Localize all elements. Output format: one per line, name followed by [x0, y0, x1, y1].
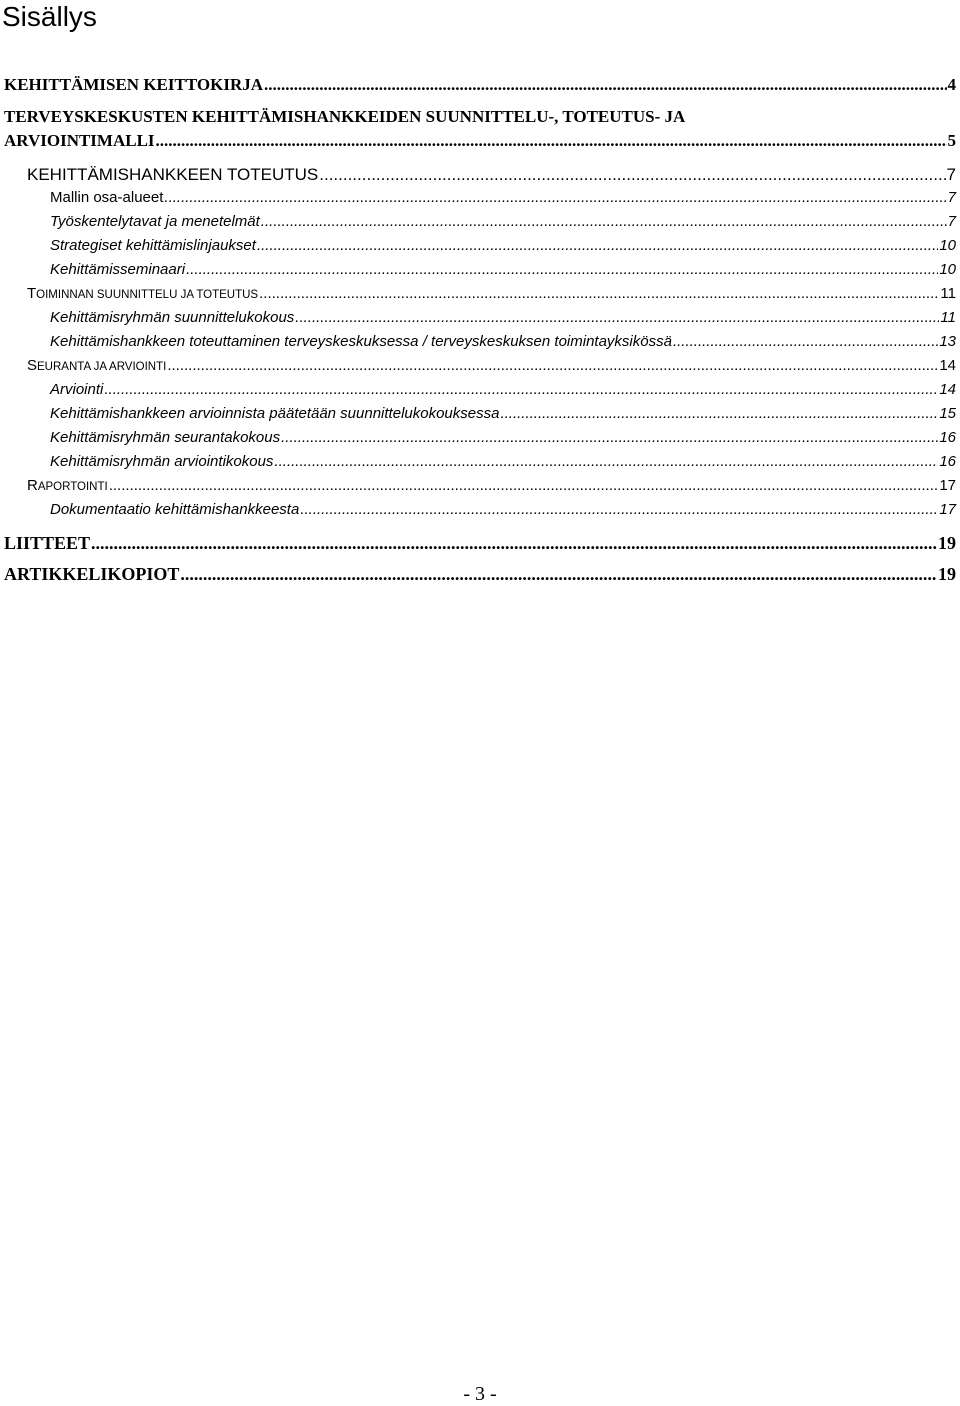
- toc-entry-label: Kehittämishankkeen toteuttaminen terveyskeskuksessa / terveyskeskuksen toimintayksikössä: [50, 333, 672, 350]
- toc-entry-page: 10: [939, 261, 956, 278]
- toc-entry-arviointikokous[interactable]: [50, 453, 956, 470]
- toc-entry-page: 10: [939, 237, 956, 254]
- dot-leader: [300, 501, 938, 518]
- toc-entry-page: 7: [947, 213, 956, 230]
- toc-entry-label: Strategiset kehittämislinjaukset: [50, 237, 256, 254]
- toc-entry-arvioinnista-paatetaan[interactable]: [50, 405, 956, 422]
- toc-entry-page: 17: [939, 477, 956, 494]
- toc-entry-label: Arviointi: [50, 381, 104, 398]
- toc-entry-label: ARTIKKELIKOPIOT: [4, 564, 180, 584]
- toc-entry-page: 19: [938, 564, 956, 584]
- toc-entry-kehittamishankkeen-toteutus[interactable]: [27, 165, 956, 185]
- dot-leader: [264, 75, 946, 95]
- dot-leader: [164, 189, 946, 206]
- toc-entry-label: KEHITTÄMISEN KEITTOKIRJA: [4, 75, 264, 94]
- toc-entry-arviointimalli[interactable]: [4, 131, 956, 151]
- page-title: Sisällys: [2, 1, 97, 32]
- dot-leader: [259, 285, 939, 302]
- toc-entry-label: Kehittämisryhmän suunnittelukokous: [50, 309, 295, 326]
- toc-entry-page: 7: [947, 189, 956, 206]
- label-initial: R: [27, 477, 38, 494]
- toc-entry-page: 15: [939, 405, 956, 422]
- toc-entry-page: 7: [946, 165, 956, 184]
- label-rest: OIMINNAN SUUNNITTELU JA TOTEUTUS: [36, 289, 259, 301]
- dot-leader: [104, 381, 938, 398]
- dot-leader: [109, 477, 939, 494]
- toc-entry-kehittamisen-keittokirja[interactable]: [4, 75, 956, 95]
- page-number: - 3 -: [463, 1383, 497, 1405]
- toc-entry-label: Kehittämisryhmän arviointikokous: [50, 453, 274, 470]
- toc-entry-page: 16: [939, 429, 956, 446]
- toc-entry-page: 14: [939, 381, 956, 398]
- dot-leader: [319, 165, 945, 185]
- dot-leader: [261, 213, 947, 230]
- dot-leader: [257, 237, 938, 254]
- toc-entry-label: Mallin osa-alueet: [50, 189, 164, 206]
- toc-entry-seurantakokous[interactable]: [50, 429, 956, 446]
- dot-leader: [274, 453, 938, 470]
- toc-entry-toteuttaminen[interactable]: [50, 333, 956, 350]
- toc-entry-label: [27, 477, 108, 494]
- toc-entry-label: Kehittämisseminaari: [50, 261, 186, 278]
- toc-entry-dokumentaatio[interactable]: [50, 501, 956, 518]
- dot-leader: [156, 131, 947, 151]
- label-initial: T: [27, 285, 37, 302]
- toc-entry-page: 11: [940, 309, 956, 326]
- dot-leader: [295, 309, 939, 326]
- toc-entry-page: 14: [939, 357, 956, 374]
- toc-entry-label: Työskentelytavat ja menetelmät: [50, 213, 260, 230]
- toc-entry-page: 19: [938, 533, 956, 553]
- toc-entry-malli-line1[interactable]: [4, 107, 956, 127]
- dot-leader: [500, 405, 938, 422]
- toc-entry-kehittamisseminaari[interactable]: [50, 261, 956, 278]
- toc-entry-label: [27, 357, 166, 374]
- dot-leader: [673, 333, 938, 350]
- toc-entry-liitteet[interactable]: [4, 533, 956, 554]
- toc-entry-label: [27, 285, 258, 302]
- dot-leader: [180, 564, 937, 585]
- label-rest: APORTOINTI: [37, 481, 108, 493]
- toc-entry-seuranta-ja-arviointi[interactable]: [27, 357, 956, 374]
- dot-leader: [167, 357, 938, 374]
- toc-entry-page: 11: [940, 285, 956, 302]
- label-rest: EURANTA JA ARVIOINTI: [37, 361, 167, 373]
- dot-leader: [281, 429, 938, 446]
- toc-entry-mallin-osa-alueet[interactable]: [50, 189, 956, 206]
- toc-entry-strategiset-linjaukset[interactable]: [50, 237, 956, 254]
- toc-entry-label: Kehittämisryhmän seurantakokous: [50, 429, 281, 446]
- toc-entry-label: TERVEYSKESKUSTEN KEHITTÄMISHANKKEIDEN SUUNNITTELU-, TOTEUTUS- JA: [4, 107, 686, 126]
- toc-entry-suunnittelukokous[interactable]: [50, 309, 956, 326]
- toc-entry-page: 5: [947, 131, 956, 150]
- toc-entry-raportointi[interactable]: [27, 477, 956, 494]
- dot-leader: [186, 261, 938, 278]
- toc-entry-label: KEHITTÄMISHANKKEEN TOTEUTUS: [27, 165, 319, 184]
- toc-entry-label: Kehittämishankkeen arvioinnista päätetään suunnittelukokouksessa: [50, 405, 500, 422]
- toc-entry-artikkelikopiot[interactable]: [4, 564, 956, 585]
- toc-entry-label: LIITTEET: [4, 533, 91, 553]
- toc-entry-page: 17: [939, 501, 956, 518]
- toc-entry-arviointi[interactable]: [50, 381, 956, 398]
- toc-entry-toiminnan-suunnittelu[interactable]: [27, 285, 956, 302]
- toc-entry-label: ARVIOINTIMALLI: [4, 131, 155, 150]
- table-of-contents: [0, 0, 960, 700]
- toc-entry-tyoskentelytavat[interactable]: [50, 213, 956, 230]
- toc-entry-page: 13: [939, 333, 956, 350]
- toc-entry-page: 4: [947, 75, 956, 94]
- toc-entry-page: 16: [939, 453, 956, 470]
- toc-entry-label: Dokumentaatio kehittämishankkeesta: [50, 501, 300, 518]
- dot-leader: [91, 533, 937, 554]
- label-initial: S: [27, 357, 38, 374]
